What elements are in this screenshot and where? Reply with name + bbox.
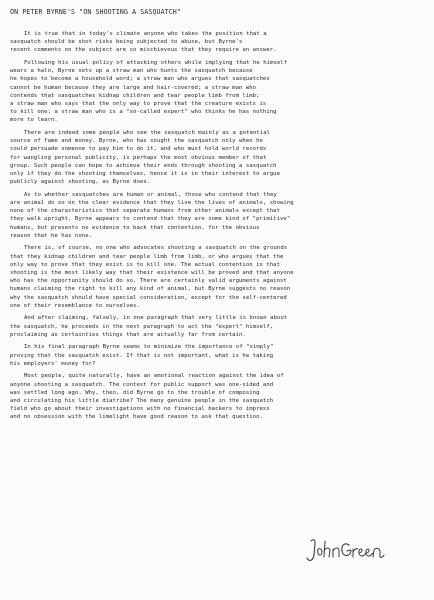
text-line: proving that the sasquatch exist. If that is not important, what is he taking bbox=[10, 352, 274, 359]
text-line: none of the characteristics that separate humans from other animals except that bbox=[10, 208, 280, 215]
text-line: could persuade someone to pay him to do it, and who must hold world records bbox=[10, 146, 267, 153]
text-line: cannot be human because they are large and hair-covered; a straw man who bbox=[10, 84, 257, 91]
text-line: Following his usual policy of attacking others while implying that he himself bbox=[24, 60, 288, 66]
document-body bbox=[10, 30, 422, 422]
text-line: anyone shooting a sasquatch. The contest for public support was one-sided and bbox=[10, 381, 274, 388]
text-line: he hopes to become a household word; a straw man who argues that sasquatches bbox=[10, 76, 270, 83]
text-line: contends that sasquatches kidnap children and tear people limb from limb; bbox=[10, 92, 260, 99]
text-line: humans, but presents no evidence to back that contention, for the obvious bbox=[10, 224, 260, 231]
signature-scribble bbox=[305, 535, 385, 565]
text-line: that they kidnap children and tear people limb from limb, or who argues that the bbox=[10, 253, 284, 260]
text-line: field who go about their investigations with no financial backers to impress bbox=[10, 406, 270, 413]
text-line: to kill one; a straw man who is a "so-called expert" who thinks he has nothing bbox=[10, 109, 277, 116]
paragraph bbox=[10, 59, 422, 125]
text-line: one of their resemblance to ourselves. bbox=[10, 302, 140, 309]
paragraph bbox=[10, 314, 422, 339]
text-line: why the sasquatch should have special consideration, except for the self-centered bbox=[10, 294, 287, 301]
text-line: source of fame and money. Byrne, who has sought the sasquatch only when he bbox=[10, 138, 263, 145]
text-line: Most people, quite naturally, have an emotional reaction against the idea of bbox=[24, 373, 284, 380]
text-line: In his final paragraph Byrne seems to minimize the importance of "simply" bbox=[24, 344, 274, 351]
paragraph bbox=[10, 244, 422, 310]
text-line: There are indeed some people who see the sasquatch mainly as a potential bbox=[24, 130, 271, 137]
paragraph bbox=[10, 191, 422, 240]
text-line: reason that he has none. bbox=[10, 232, 93, 239]
text-line: shooting is the most likely way that their existence will be proved and that anyone bbox=[10, 270, 294, 277]
text-line: they walk upright. Byrne appears to contend that they are some kind of "primitive" bbox=[10, 216, 291, 223]
text-line: only way to prove that they exist is to kill one. The actual contention is that bbox=[10, 261, 280, 268]
paragraph bbox=[10, 372, 422, 421]
paragraph bbox=[10, 129, 422, 186]
text-line: proclaiming as certainties things that are actually far from certain. bbox=[10, 331, 246, 338]
text-line: As to whether sasquatches are human or animal, those who contend that they bbox=[24, 191, 277, 198]
text-line: wears a halo, Byrne sets up a straw man who hunts the sasquatch because bbox=[10, 68, 253, 75]
text-line: more to learn. bbox=[10, 117, 58, 124]
text-line: recent comments on the subject are so mischievous that they require an answer. bbox=[10, 47, 277, 54]
text-line: his employers' money for? bbox=[10, 360, 96, 367]
text-line: and circulating his little diatribe? The many genuine people in the sasquatch bbox=[10, 398, 274, 405]
paragraph bbox=[10, 343, 422, 368]
text-line: It is true that in today's climate anyone who takes the position that a bbox=[24, 31, 267, 37]
text-line: a straw man who says that the only way to prove that the creature exists is bbox=[10, 101, 267, 108]
text-line: only if they do the shooting themselves, hence it is in their interest to argue bbox=[10, 171, 280, 178]
text-line: who has the opportunity should do so. There are certainly valid arguments against bbox=[10, 278, 287, 285]
text-line: for wangling personal publicity, is perhaps the most obvious member of that bbox=[10, 154, 267, 161]
text-line: sasquatch should be shot risks being subjected to abuse, but Byrne's bbox=[10, 39, 243, 46]
text-line: are animal do so on the clear evidence that they live the lives of animals, showing bbox=[10, 200, 294, 207]
document-title: ON PETER BYRNE'S "ON SHOOTING A SASQUATCH" bbox=[10, 8, 181, 16]
text-line: group. Such people can hope to achieve their ends through shooting a sasquatch bbox=[10, 162, 277, 169]
text-line: and no obsession with the limelight have good reason to ask that question. bbox=[10, 414, 263, 421]
paragraph bbox=[10, 30, 422, 55]
text-line: humans claiming the right to kill any kind of animal, but Byrne suggests no reason bbox=[10, 286, 291, 293]
handwritten-signature bbox=[305, 535, 385, 565]
text-line: the sasquatch, he proceeds in the next paragraph to act the "expert" himself, bbox=[10, 323, 274, 330]
text-line: And after claiming, falsely, in one paragraph that very little is known about bbox=[24, 315, 288, 322]
text-line: There is, of course, no one who advocates shooting a sasquatch on the grounds bbox=[24, 245, 288, 252]
text-line: publicly against shooting, as Byrne does. bbox=[10, 179, 151, 186]
text-line: was settled long ago. Why, then, did Byrne go to the trouble of composing bbox=[10, 389, 260, 396]
